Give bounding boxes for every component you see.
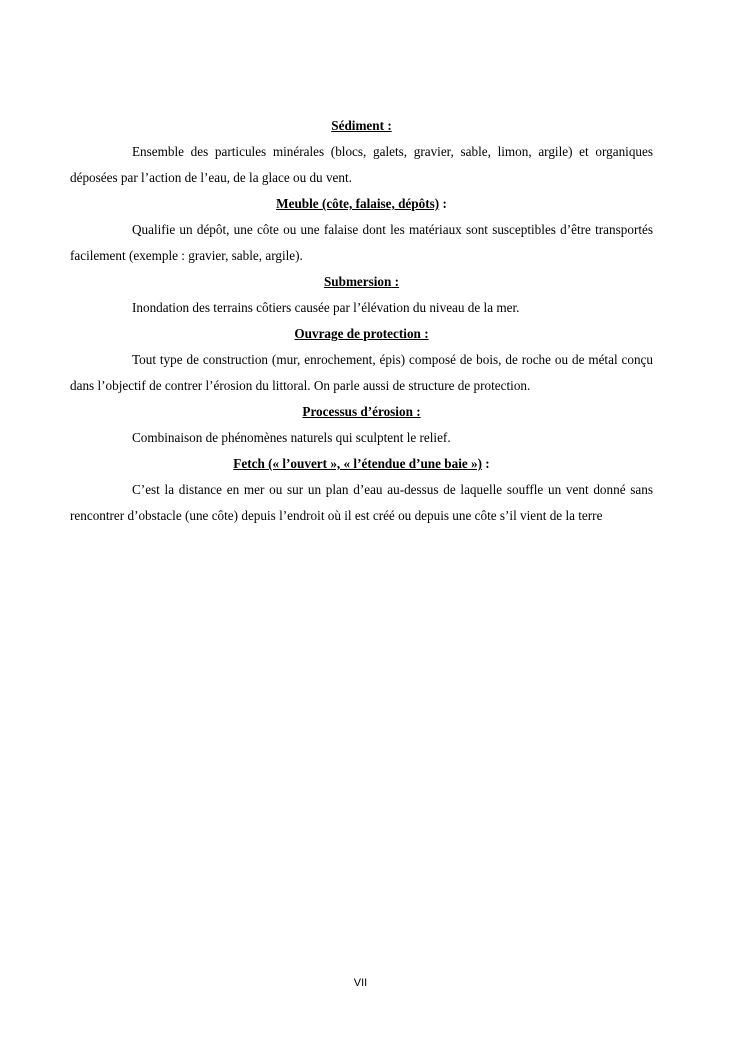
term-fetch-definition: C’est la distance en mer ou sur un plan d’eau au-dessus de laquelle souffle un vent donné sans rencontrer d’obstacle (une côte) depuis l’endroit où il est créé ou depuis une côte s’il vient de la terre [70, 482, 653, 523]
term-processus-definition: Combinaison de phénomènes naturels qui sculptent le relief. [132, 430, 451, 445]
term-fetch-label: Fetch (« l’ouvert », « l’étendue d’une baie ») [233, 456, 482, 471]
term-meuble-definition: Qualifie un dépôt, une côte ou une falaise dont les matériaux sont susceptibles d’être transportés facilement (exemple : gravier, sable, argile). [70, 222, 653, 263]
term-fetch-suffix: : [482, 456, 490, 471]
term-fetch-title [70, 451, 653, 477]
term-submersion-title [70, 269, 653, 295]
term-ouvrage-suffix: : [420, 326, 429, 341]
term-processus-title [70, 399, 653, 425]
term-submersion-definition: Inondation des terrains côtiers causée par l’élévation du niveau de la mer. [132, 300, 520, 315]
term-meuble-suffix: : [439, 196, 447, 211]
term-processus-label: Processus d’érosion [302, 404, 413, 419]
term-ouvrage-definition: Tout type de construction (mur, enrochement, épis) composé de bois, de roche ou de métal conçu dans l’objectif de contrer l’érosion du littoral. On parle aussi de structure de protection. [70, 352, 653, 393]
term-sediment-label: Sédiment [331, 118, 385, 133]
term-sediment-title [70, 113, 653, 139]
page-number: VII [353, 977, 368, 989]
term-sediment-suffix: : [384, 118, 392, 133]
term-submersion-label: Submersion [323, 274, 392, 289]
term-ouvrage-label: Ouvrage de protection [294, 326, 421, 341]
term-submersion-suffix: : [391, 274, 400, 289]
term-meuble-label: Meuble (côte, falaise, dépôts) [276, 196, 440, 211]
term-processus-suffix: : [412, 404, 421, 419]
glossary-page [70, 113, 653, 529]
term-ouvrage-title [70, 321, 653, 347]
term-sediment-definition: Ensemble des particules minérales (blocs, galets, gravier, sable, limon, argile) et organiques déposées par l’action de l’eau, de la glace ou du vent. [70, 144, 653, 185]
term-meuble-title [70, 191, 653, 217]
